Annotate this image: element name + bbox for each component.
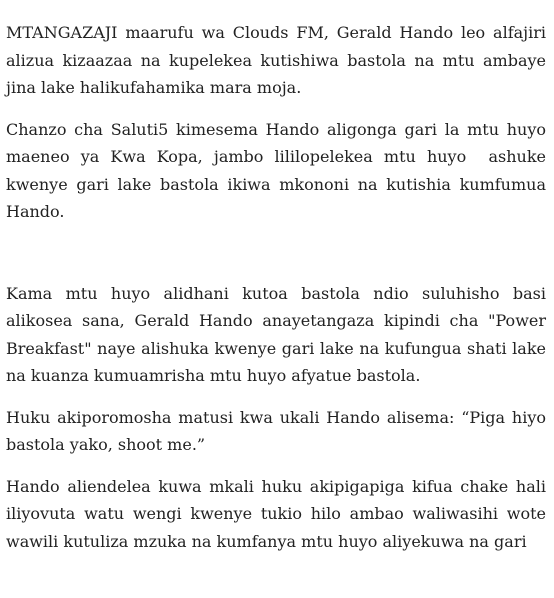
article-paragraph-4: Huku akiporomosha matusi kwa ukali Hando alisema: “Piga hiyo bastola yako, shoot me.” <box>6 407 552 454</box>
paragraph-spacer <box>6 240 546 280</box>
article-paragraph-1: MTANGAZAJI maarufu wa Clouds FM, Gerald Hando leo alfajiri alizua kizaazaa na kupelekea kutishiwa bastola na mtu ambaye jina lake halikufahamika mara moja. <box>6 23 552 97</box>
article-paragraph-5: Hando aliendelea kuwa mkali huku akipigapiga kifua chake hali iliyovuta watu wengi kwenye tukio hilo ambao waliwasihi wote wawili kutuliza mzuka na kumfanya mtu huyo aliyekuwa na gari <box>6 476 552 551</box>
article-paragraph-2: Chanzo cha Saluti5 kimesema Hando aligonga gari la mtu huyo maeneo ya Kwa Kopa, jambo lililopelekea mtu huyo ashuke kwenye gari lake bastola ikiwa mkononi na kutishia kumfumua Hando. <box>6 119 552 221</box>
article-paragraph-3: Kama mtu huyo alidhani kutoa bastola ndio suluhisho basi alikosea sana, Gerald Hando anayetangaza kipindi cha "Power Breakfast" naye alishuka kwenye gari lake na kufungua shati lake na kuanza kumuamrisha mtu huyo afyatue bastola. <box>6 283 552 385</box>
